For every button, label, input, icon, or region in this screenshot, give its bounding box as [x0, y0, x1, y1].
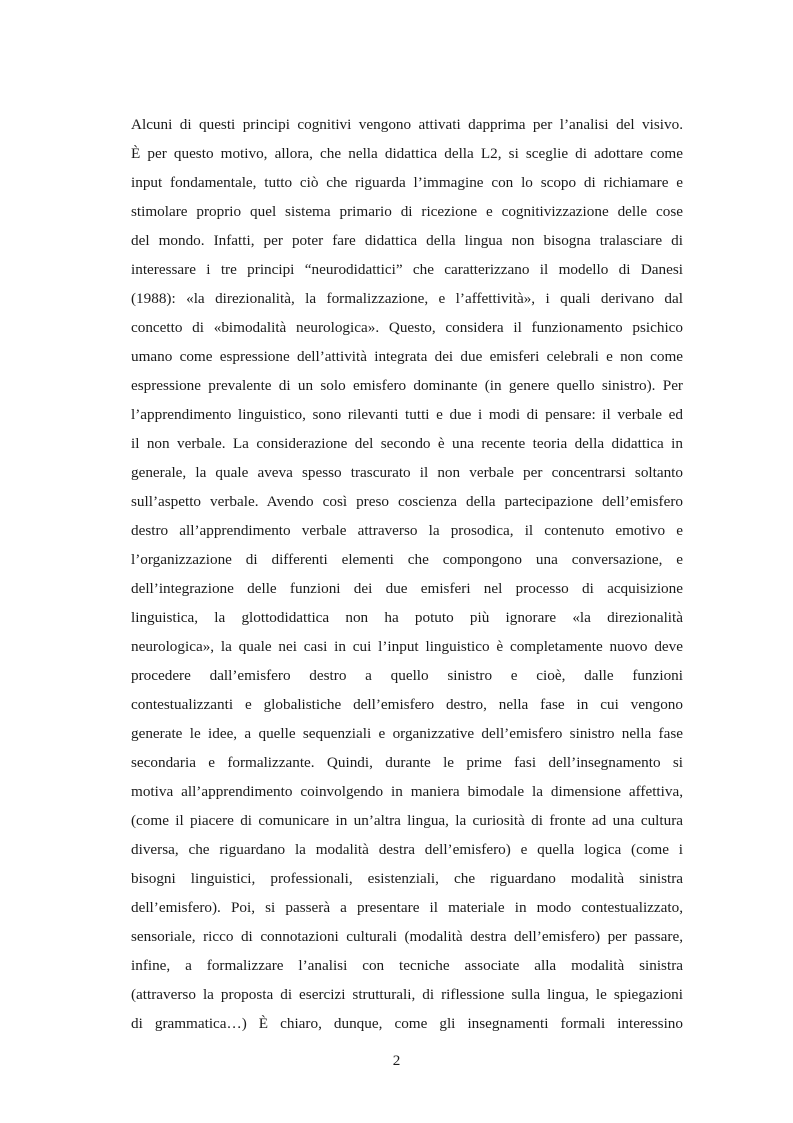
text-line: procedere dall’emisfero destro a quello sinistro e cioè, dalle funzioni	[131, 667, 683, 684]
text-line: secondaria e formalizzante. Quindi, durante le prime fasi dell’insegnamento si	[131, 754, 683, 771]
text-line: dell’integrazione delle funzioni dei due emisferi nel processo di acquisizione	[131, 580, 683, 597]
text-line: contestualizzanti e globalistiche dell’emisfero destro, nella fase in cui vengono	[131, 696, 683, 713]
text-line: interessare i tre principi “neurodidattici” che caratterizzano il modello di Danesi	[131, 261, 683, 278]
body-text	[131, 110, 683, 1038]
text-line: infine, a formalizzare l’analisi con tecniche associate alla modalità sinistra	[131, 957, 683, 974]
text-line: (1988): «la direzionalità, la formalizzazione, e l’affettività», i quali derivano dal	[131, 290, 683, 307]
text-line: concetto di «bimodalità neurologica». Questo, considera il funzionamento psichico	[131, 319, 683, 336]
text-line: stimolare proprio quel sistema primario di ricezione e cognitivizzazione delle cose	[131, 203, 683, 220]
text-line: generale, la quale aveva spesso trascurato il non verbale per concentrarsi soltanto	[131, 464, 683, 481]
text-line: del mondo. Infatti, per poter fare didattica della lingua non bisogna tralasciare di	[131, 232, 683, 249]
text-line: Alcuni di questi principi cognitivi vengono attivati dapprima per l’analisi del visivo.	[131, 116, 683, 133]
text-line: bisogni linguistici, professionali, esistenziali, che riguardano modalità sinistra	[131, 870, 683, 887]
text-line: sull’aspetto verbale. Avendo così preso coscienza della partecipazione dell’emisfero	[131, 493, 683, 510]
text-line: È per questo motivo, allora, che nella didattica della L2, si sceglie di adottare come	[131, 145, 683, 162]
text-line: diversa, che riguardano la modalità destra dell’emisfero) e quella logica (come i	[131, 841, 683, 858]
text-line: di grammatica…) È chiaro, dunque, come gli insegnamenti formali interessino	[131, 1015, 683, 1032]
text-line: il non verbale. La considerazione del secondo è una recente teoria della didattica in	[131, 435, 683, 452]
text-line: motiva all’apprendimento coinvolgendo in maniera bimodale la dimensione affettiva,	[131, 783, 683, 800]
text-line: (attraverso la proposta di esercizi strutturali, di riflessione sulla lingua, le spiegazioni	[131, 986, 683, 1003]
text-line: l’apprendimento linguistico, sono rilevanti tutti e due i modi di pensare: il verbale ed	[131, 406, 683, 423]
text-line: umano come espressione dell’attività integrata dei due emisferi celebrali e non come	[131, 348, 683, 365]
text-line: l’organizzazione di differenti elementi che compongono una conversazione, e	[131, 551, 683, 568]
text-line: dell’emisfero). Poi, si passerà a presentare il materiale in modo contestualizzato,	[131, 899, 683, 916]
page-number: 2	[392, 1052, 401, 1069]
text-line: espressione prevalente di un solo emisfero dominante (in genere quello sinistro). Per	[131, 377, 683, 394]
text-line: neurologica», la quale nei casi in cui l’input linguistico è completamente nuovo deve	[131, 638, 683, 655]
text-line: input fondamentale, tutto ciò che riguarda l’immagine con lo scopo di richiamare e	[131, 174, 683, 191]
text-line: sensoriale, ricco di connotazioni culturali (modalità destra dell’emisfero) per passare,	[131, 928, 683, 945]
text-line: destro all’apprendimento verbale attraverso la prosodica, il contenuto emotivo e	[131, 522, 683, 539]
text-line: (come il piacere di comunicare in un’altra lingua, la curiosità di fronte ad una cultura	[131, 812, 683, 829]
text-line: linguistica, la glottodidattica non ha potuto più ignorare «la direzionalità	[131, 609, 683, 626]
text-line: generate le idee, a quelle sequenziali e organizzative dell’emisfero sinistro nella fase	[131, 725, 683, 742]
